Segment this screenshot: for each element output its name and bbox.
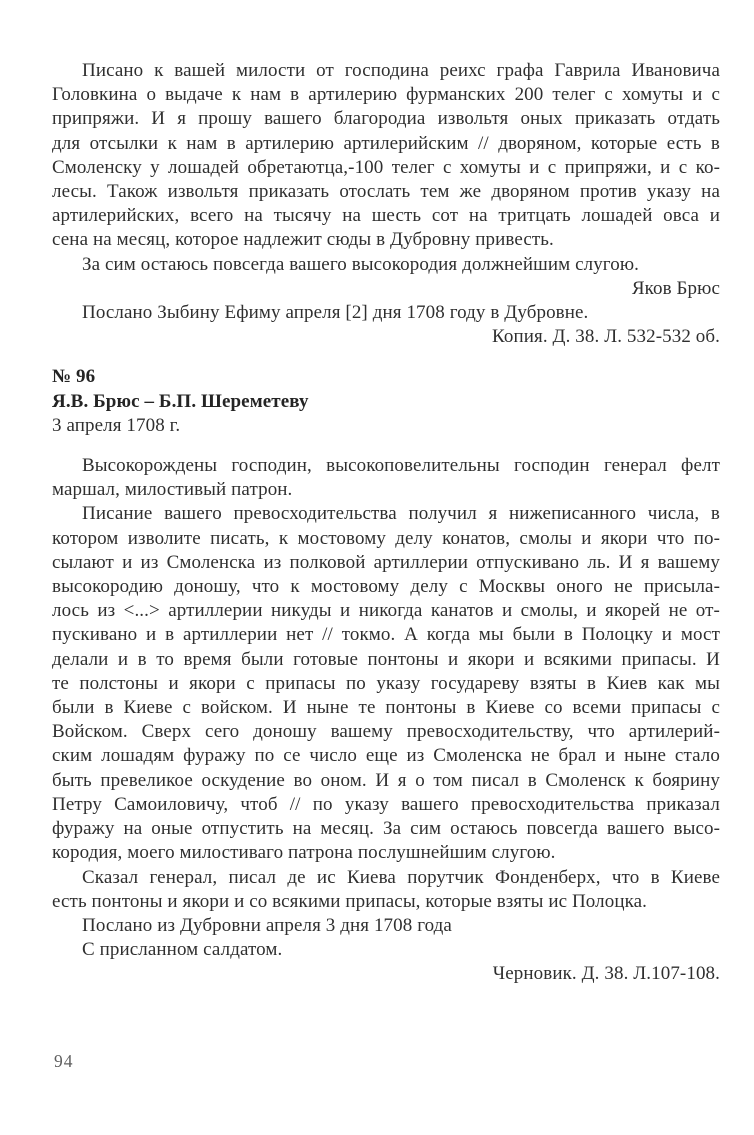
text-line: Войском. Сверх сего доношу вашему превосходительству, что артилерий- [52,721,720,743]
text-line: высокородию доношу, что к мостовому делу с Москвы оного не присыла- [52,576,720,598]
text-line: для отсылки к нам в артилерию артилерийским // дворяном, которые есть в [52,132,720,154]
doc96-date: 3 апреля 1708 г. [52,414,181,436]
text-line: есть понтоны и якори и со всякими припасы, которые взяты ис Полоцка. [52,890,648,912]
doc96-archive-reference: Черновик. Д. 38. Л.107-108. [492,963,720,985]
text-line: Высокорождены господин, высокоповелительны господин генерал фелт [82,455,720,477]
text-line: Писание вашего превосходительства получил я нижеписанного числа, в [82,503,720,525]
doc96-header [52,365,720,438]
page-number: 94 [54,1051,74,1071]
doc95-closing-line: За сим остаюсь повсегда вашего высокородия должнейшим слугою. [82,253,639,275]
doc95-archive-reference: Копия. Д. 38. Л. 532-532 об. [492,326,720,348]
text-line: быть превеликое оскудение во оном. И я о том писал в Смоленск к боярину [52,769,720,791]
text-line: сена на месяц, которое надлежит сюды в Дубровну привесть. [52,229,554,251]
doc96-body-paragraph [52,502,720,865]
text-line: пускивано и в артиллерии нет // токмо. А когда мы были в Полоцку и мост [52,624,720,646]
doc96-delivery-note: С присланном салдатом. [82,939,283,961]
text-line: сылают и из Смоленска из полковой артиллерии отпускивано ль. И я вашему [52,551,720,573]
page-content [52,59,720,987]
text-line: Писано к вашей милости от господина реихс графа Гаврила Ивановича [82,60,720,81]
text-line: фуражу на оные отпустить на месяц. За сим остаюсь повсегда вашего высо- [52,818,720,840]
text-line: припряжи. И я прошу вашего благородиа извольтя оных приказать отдать [52,108,720,130]
text-line: ским лошадям фуражу по се число еще из Смоленска не брал и ныне стало [52,745,720,767]
text-line: те полстоны и якори с припасы по указу государеву взяты в Киев как мы [52,672,720,694]
doc96-sent-note: Послано из Дубровни апреля 3 дня 1708 года [82,914,452,936]
doc95-signature: Яков Брюс [631,277,720,299]
text-line: лесы. Також извольтя приказать отослать тем же дворяном против указу на [52,181,720,203]
text-line: лось из <...> артиллерии никуды и никогда канатов и смолы, и якорей не от- [52,600,720,622]
text-line: Сказал генерал, писал де ис Киева порутчик Фонденберх, что в Киеве [82,866,720,888]
text-line: артилерийских, всего на тысячу на шесть сот на тритцать лошадей овса и [52,205,720,227]
doc96-salutation-paragraph [52,454,720,502]
doc96-title: Я.В. Брюс – Б.П. Шереметеву [52,390,309,412]
text-line: были в Киеве с войском. И ныне те понтоны в Киеве со всеми припасы с [52,697,720,719]
doc95-body-paragraph [52,59,720,253]
text-line: котором изволите писать, к мостовому делу конатов, смолы и якори что по- [52,527,720,549]
text-line: маршал, милостивый патрон. [52,479,293,501]
doc96-postscript-paragraph [52,866,720,914]
text-line: делали и в то время были готовые понтоны и якори и всякими припасы. И [52,648,720,670]
doc95-sent-note: Послано Зыбину Ефиму апреля [2] дня 1708 году в Дубровне. [82,302,589,324]
text-line: Петру Самоиловичу, чтоб // по указу вашего превосходительства приказал [52,793,720,815]
text-line: Головкина о выдаче к нам в артилерию фурманских 200 телег с хомуты и с [52,84,720,106]
text-line: кородия, моего милостиваго патрона послушнейшим слугою. [52,842,556,864]
doc96-number: № 96 [52,366,96,388]
text-line: Смоленску у лошадей обретаютца,-100 телег с хомуты и с припряжи, и с ко- [52,156,720,178]
